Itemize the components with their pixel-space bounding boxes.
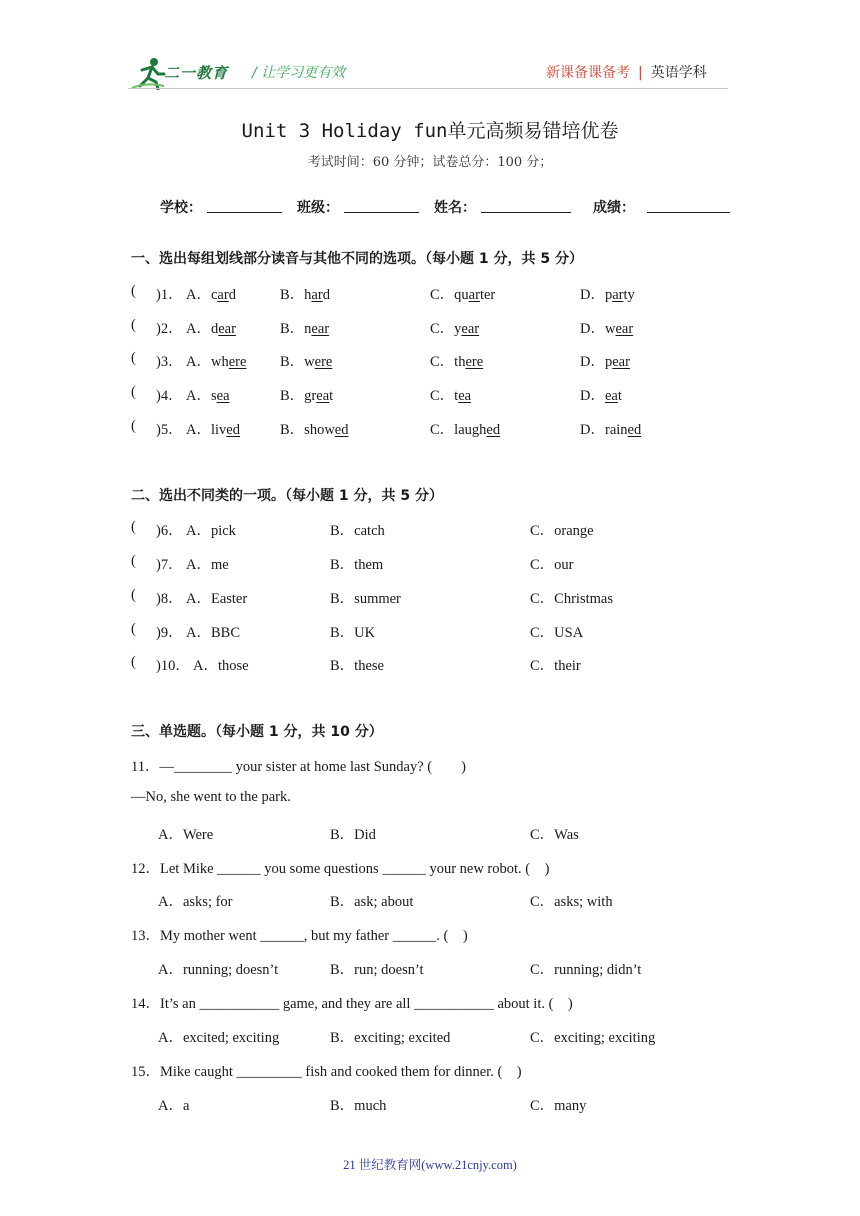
- option-letter: A．: [186, 422, 211, 438]
- option-b[interactable]: B．them: [330, 557, 384, 573]
- question-11: 11．—________ your sister at home last Sunday? ( ): [131, 759, 466, 775]
- option-pre: c: [210, 287, 218, 303]
- option-post: ty: [623, 287, 635, 303]
- option-letter: D．: [580, 354, 605, 370]
- option-a[interactable]: [186, 317, 236, 338]
- q14-option-c[interactable]: C．exciting; exciting: [530, 1030, 656, 1046]
- exam-info: 考试时间：60 分钟；试卷总分：100 分；: [307, 155, 553, 170]
- option-letter: A．: [186, 287, 211, 303]
- section2-row: [0, 519, 860, 543]
- underlined-part: ear: [218, 321, 236, 337]
- q13-option-a[interactable]: A．running; doesn’t: [158, 962, 279, 978]
- question-number: )7．: [156, 557, 183, 573]
- underlined-part: ear: [461, 321, 480, 337]
- option-letter: B．: [280, 422, 305, 438]
- option-pre: p: [604, 287, 613, 303]
- section1-row: [0, 350, 860, 374]
- option-a[interactable]: [186, 384, 230, 405]
- header-separator: |: [638, 65, 643, 81]
- answer-paren[interactable]: (: [131, 553, 136, 569]
- option-b[interactable]: B．summer: [330, 591, 401, 607]
- underlined-part: ear: [311, 321, 330, 337]
- option-post: d: [322, 287, 330, 303]
- option-post: d: [228, 287, 236, 303]
- logo-text: 二一教育: [164, 64, 229, 82]
- option-letter: B．: [280, 321, 305, 337]
- option-a[interactable]: A．those: [193, 658, 249, 674]
- answer-paren[interactable]: (: [131, 418, 136, 434]
- option-pre: wh: [210, 354, 229, 370]
- option-a[interactable]: [186, 283, 236, 304]
- question-14: 14．It’s an ___________ game, and they are all ___________ about it. ( ): [131, 996, 573, 1012]
- underlined-part: ed: [334, 422, 349, 438]
- option-post: t: [329, 388, 334, 404]
- option-pre: s: [210, 388, 217, 404]
- option-c[interactable]: [430, 350, 483, 371]
- option-post: t: [617, 388, 622, 404]
- option-a[interactable]: A．me: [186, 557, 229, 573]
- class-label: 班级：: [297, 200, 339, 216]
- option-c[interactable]: C．USA: [530, 625, 584, 641]
- q14-option-a[interactable]: A．excited; exciting: [158, 1030, 280, 1046]
- question-number: )9．: [156, 625, 183, 641]
- option-pre: t: [454, 388, 459, 404]
- underlined-part: ere: [228, 354, 247, 370]
- option-a[interactable]: [186, 350, 246, 371]
- header-right: [546, 62, 707, 82]
- answer-paren[interactable]: (: [131, 621, 136, 637]
- underlined-part: ar: [468, 287, 480, 303]
- underlined-part: ear: [615, 321, 634, 337]
- score-label: 成绩：: [593, 200, 635, 216]
- section1-row: [0, 317, 860, 341]
- q14-option-b[interactable]: B．exciting; excited: [330, 1030, 451, 1046]
- footer: 21 世纪教育网(www.21cnjy.com): [343, 1158, 517, 1172]
- option-letter: A．: [186, 354, 211, 370]
- option-pre: h: [304, 287, 312, 303]
- option-d[interactable]: [580, 384, 622, 405]
- option-post: ter: [479, 287, 496, 303]
- underlined-part: ere: [314, 354, 333, 370]
- section2-row: [0, 621, 860, 645]
- option-pre: laugh: [454, 422, 487, 438]
- option-letter: C．: [430, 422, 455, 438]
- option-letter: B．: [280, 388, 305, 404]
- q15-option-b[interactable]: B．much: [330, 1098, 387, 1114]
- school-label: 学校：: [160, 200, 202, 216]
- option-pre: gr: [304, 388, 317, 404]
- name-label: 姓名：: [434, 200, 476, 216]
- answer-paren[interactable]: (: [131, 654, 136, 670]
- q12-option-b[interactable]: B．ask; about: [330, 894, 414, 910]
- q15-option-a[interactable]: A．a: [158, 1098, 190, 1114]
- header-tagline: 新课备课备考: [546, 65, 630, 81]
- option-letter: D．: [580, 287, 605, 303]
- underlined-part: ar: [217, 287, 229, 303]
- section1-row: [0, 384, 860, 408]
- question-number: )5．: [156, 422, 183, 438]
- underlined-part: ed: [226, 422, 240, 438]
- underlined-part: ere: [465, 354, 484, 370]
- question-number: )8．: [156, 591, 183, 607]
- brand-logo: [132, 56, 240, 90]
- option-b[interactable]: [280, 317, 329, 338]
- section1-row: [0, 418, 860, 442]
- section1-heading: 一、选出每组划线部分读音与其他不同的选项。（每小题 1 分，共 5 分）: [131, 251, 583, 267]
- option-c[interactable]: [430, 418, 500, 439]
- option-letter: C．: [430, 321, 455, 337]
- section2-heading: 二、选出不同类的一项。（每小题 1 分，共 5 分）: [131, 488, 443, 504]
- underlined-part: ar: [612, 287, 624, 303]
- option-b[interactable]: B．UK: [330, 625, 376, 641]
- section2-row: [0, 587, 860, 611]
- q13-option-c[interactable]: C．running; didn’t: [530, 962, 642, 978]
- option-pre: th: [454, 354, 466, 370]
- option-pre: liv: [210, 422, 227, 438]
- option-a[interactable]: A．pick: [186, 523, 236, 539]
- question-number: )4．: [156, 388, 183, 404]
- option-letter: D．: [580, 388, 605, 404]
- option-c[interactable]: C．Christmas: [530, 591, 613, 607]
- option-d[interactable]: [580, 283, 635, 304]
- option-pre: n: [304, 321, 312, 337]
- option-a[interactable]: A．BBC: [186, 625, 240, 641]
- school-blank[interactable]: [207, 212, 282, 213]
- question-number: )10．: [156, 658, 190, 674]
- option-d[interactable]: [580, 418, 641, 439]
- answer-paren[interactable]: (: [131, 587, 136, 603]
- q13-option-b[interactable]: B．run; doesn’t: [330, 962, 424, 978]
- option-b[interactable]: [280, 350, 332, 371]
- question-12: 12．Let Mike ______ you some questions ______ your new robot. ( ): [131, 861, 550, 877]
- question-number: )2．: [156, 321, 183, 337]
- underlined-part: ear: [612, 354, 630, 370]
- option-pre: y: [454, 321, 462, 337]
- option-b[interactable]: [280, 384, 333, 405]
- option-letter: B．: [280, 287, 305, 303]
- option-pre: d: [210, 321, 219, 337]
- q11-option-a[interactable]: A．Were: [158, 827, 214, 843]
- option-letter: D．: [580, 422, 605, 438]
- option-letter: D．: [580, 321, 605, 337]
- option-letter: C．: [430, 287, 455, 303]
- answer-paren[interactable]: (: [131, 283, 136, 299]
- section1-row: [0, 283, 860, 307]
- question-15: 15．Mike caught _________ fish and cooked them for dinner. ( ): [131, 1064, 522, 1080]
- question-13: 13．My mother went ______, but my father ______. ( ): [131, 928, 468, 944]
- option-d[interactable]: [580, 317, 633, 338]
- option-b[interactable]: B．catch: [330, 523, 385, 539]
- underlined-part: ea: [604, 388, 618, 404]
- option-c[interactable]: [430, 283, 495, 304]
- answer-paren[interactable]: (: [131, 384, 136, 400]
- question-11-reply: —No, she went to the park.: [131, 789, 291, 805]
- option-a[interactable]: [186, 418, 240, 439]
- q12-option-c[interactable]: C．asks; with: [530, 894, 613, 910]
- option-c[interactable]: C．their: [530, 658, 581, 674]
- underlined-part: ea: [216, 388, 230, 404]
- option-b[interactable]: [280, 418, 348, 439]
- option-pre: w: [304, 354, 315, 370]
- question-number: )3．: [156, 354, 183, 370]
- option-letter: A．: [186, 321, 211, 337]
- option-b[interactable]: B．these: [330, 658, 384, 674]
- option-pre: rain: [604, 422, 628, 438]
- question-number: )6．: [156, 523, 183, 539]
- score-blank[interactable]: [647, 212, 730, 213]
- q11-option-b[interactable]: B．Did: [330, 827, 376, 843]
- section3-heading: 三、单选题。（每小题 1 分，共 10 分）: [131, 724, 383, 740]
- option-letter: C．: [430, 388, 455, 404]
- slogan: / 让学习更有效: [252, 65, 346, 81]
- underlined-part: ea: [458, 388, 472, 404]
- underlined-part: ar: [311, 287, 323, 303]
- q11-option-c[interactable]: C．Was: [530, 827, 579, 843]
- option-pre: p: [604, 354, 613, 370]
- option-pre: show: [304, 422, 335, 438]
- header-subject: 英语学科: [650, 65, 707, 81]
- q15-option-c[interactable]: C．many: [530, 1098, 587, 1114]
- option-letter: A．: [186, 388, 211, 404]
- answer-paren[interactable]: (: [131, 519, 136, 535]
- runner-icon: [132, 56, 166, 90]
- class-blank[interactable]: [344, 212, 419, 213]
- answer-paren[interactable]: (: [131, 350, 136, 366]
- option-c[interactable]: C．orange: [530, 523, 594, 539]
- option-a[interactable]: A．Easter: [186, 591, 248, 607]
- option-b[interactable]: [280, 283, 330, 304]
- option-d[interactable]: [580, 350, 630, 371]
- q12-option-a[interactable]: A．asks; for: [158, 894, 233, 910]
- header-divider: [128, 88, 728, 89]
- option-pre: qu: [454, 287, 469, 303]
- option-letter: C．: [430, 354, 455, 370]
- question-number: )1．: [156, 287, 183, 303]
- option-c[interactable]: [430, 317, 479, 338]
- underlined-part: ed: [486, 422, 501, 438]
- option-c[interactable]: [430, 384, 471, 405]
- option-pre: w: [604, 321, 616, 337]
- section2-row: [0, 654, 860, 678]
- section2-row: [0, 553, 860, 577]
- underlined-part: ed: [627, 422, 642, 438]
- page-title: Unit 3 Holiday fun单元高频易错培优卷: [241, 120, 619, 142]
- underlined-part: ea: [316, 388, 330, 404]
- option-letter: B．: [280, 354, 305, 370]
- answer-paren[interactable]: (: [131, 317, 136, 333]
- option-c[interactable]: C．our: [530, 557, 574, 573]
- name-blank[interactable]: [481, 212, 571, 213]
